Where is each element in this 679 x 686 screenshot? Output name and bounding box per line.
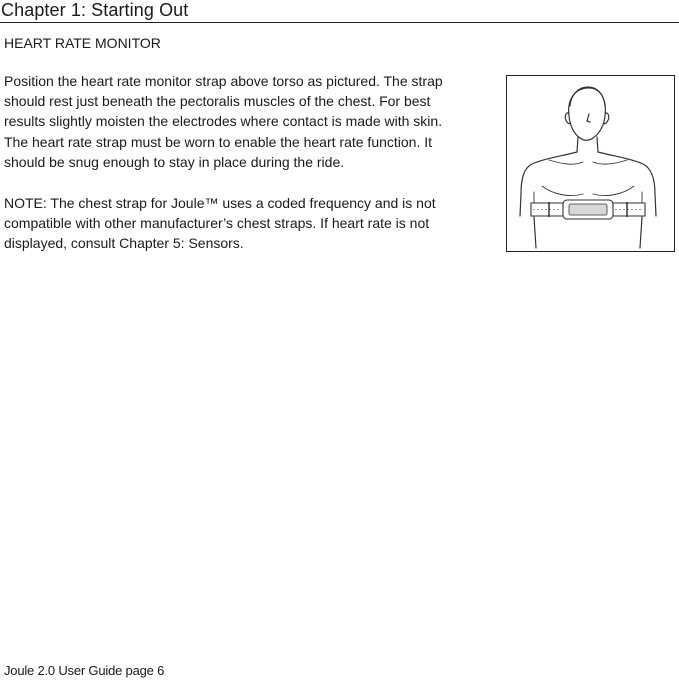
collarbone-right: [593, 160, 627, 164]
paragraph-line: should rest just beneath the pectoralis muscles of the chest. For best: [4, 93, 431, 110]
chest-strap-figure: [506, 75, 675, 252]
neck-right: [597, 137, 598, 152]
head-outline: [569, 88, 606, 140]
torso-right: [640, 217, 642, 248]
note-paragraph: [4, 193, 500, 254]
chest-strap: [531, 200, 645, 219]
hair-outline: [570, 87, 605, 106]
paragraph-line: should be snug enough to stay in place during the ride.: [4, 153, 345, 170]
paragraph-line: results slightly moisten the electrodes where contact is made with skin.: [4, 113, 443, 130]
paragraph-line: NOTE: The chest strap for Joule™ uses a coded frequency and is not: [4, 195, 436, 211]
paragraph-line: The heart rate strap must be worn to enable the heart rate function. It: [4, 133, 433, 150]
chapter-title: Chapter 1: Starting Out: [1, 0, 189, 20]
paragraph-line: Position the heart rate monitor strap above torso as pictured. The strap: [4, 73, 443, 89]
paragraph-line: compatible with other manufacturer’s chest straps. If heart rate is not: [4, 215, 430, 232]
section-heading: HEART RATE MONITOR: [4, 35, 161, 51]
torso-strap-illustration: [507, 76, 673, 250]
neck-left: [577, 137, 578, 152]
torso-left: [534, 217, 536, 248]
paragraph-line: displayed, consult Chapter 5: Sensors.: [4, 235, 244, 252]
nose: [587, 114, 590, 122]
transmitter-inner: [569, 204, 607, 215]
collarbone-left: [549, 160, 583, 164]
page-footer: Joule 2.0 User Guide page 6: [4, 663, 165, 678]
chest-line-left: [542, 186, 583, 196]
chapter-header: [0, 0, 679, 23]
chest-line-right: [593, 186, 634, 196]
instructions-paragraph: [4, 71, 500, 172]
